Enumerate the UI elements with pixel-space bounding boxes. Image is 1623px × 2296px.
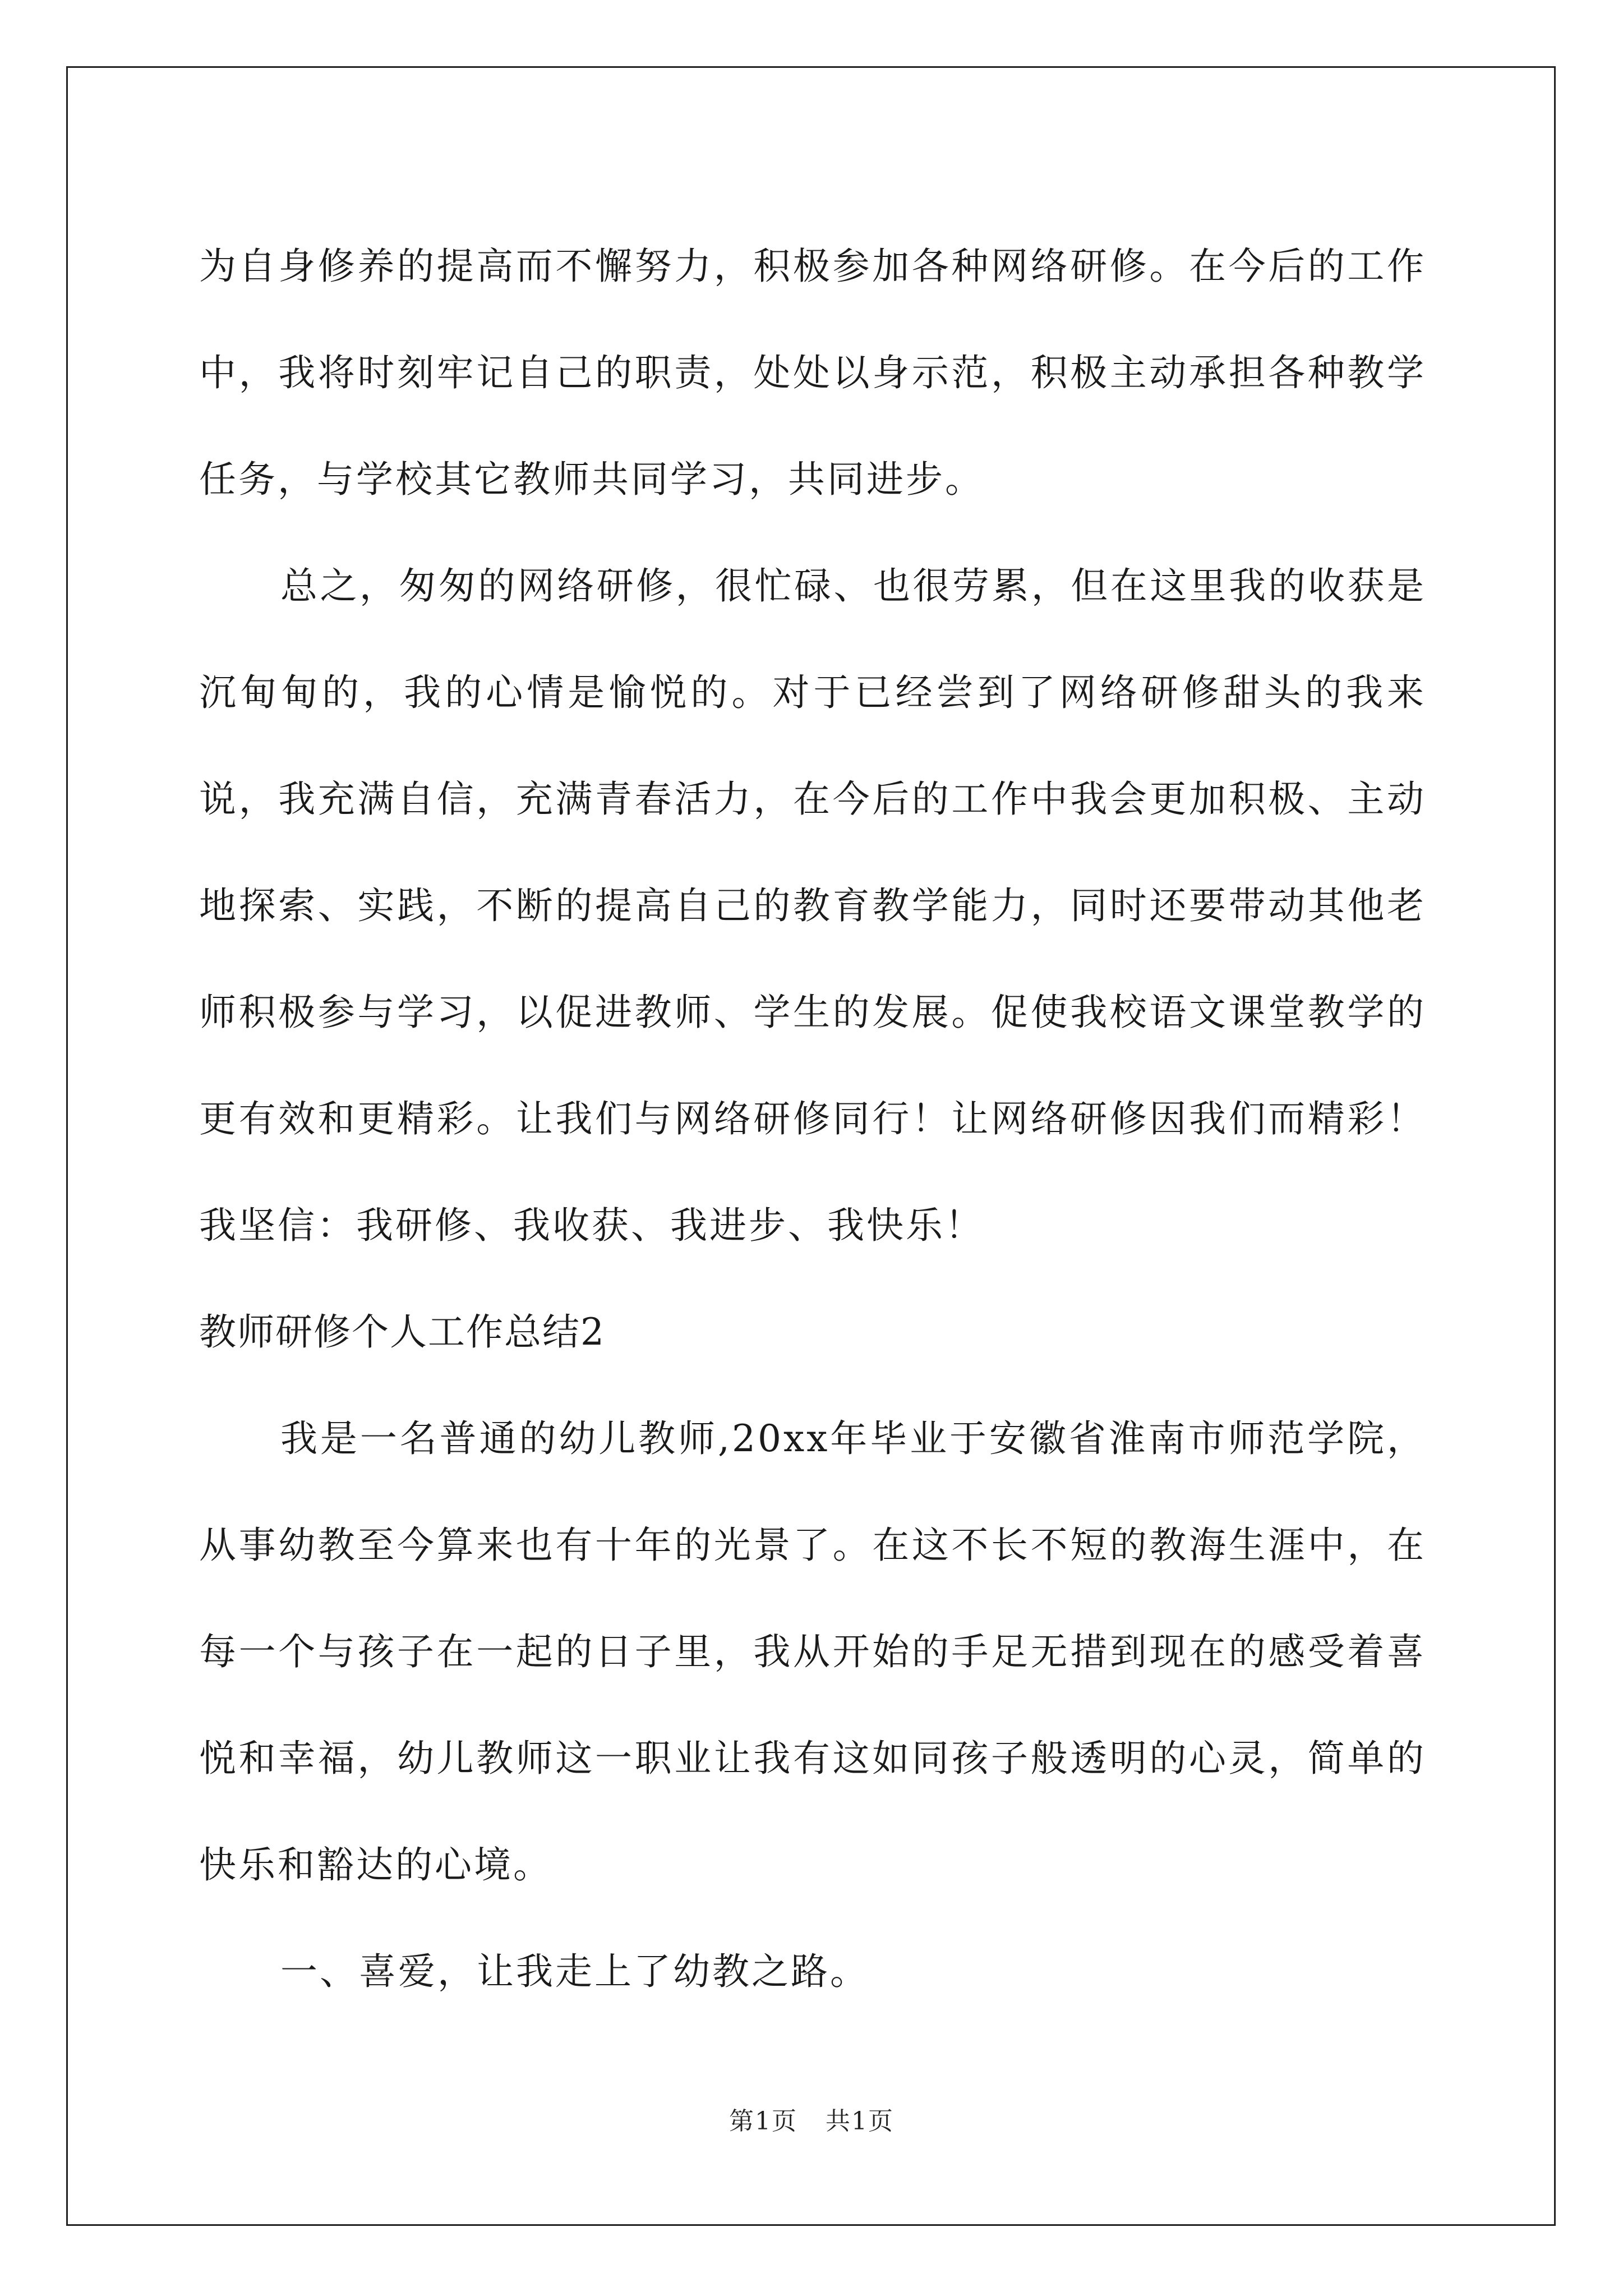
paragraph: 为自身修养的提高而不懈努力，积极参加各种网络研修。在今后的工作中，我将时刻牢记自己的职责，处处以身示范，积极主动承担各种教学任务，与学校其它教师共同学习，共同进步。 [199, 245, 1426, 501]
document-body [199, 213, 1426, 2025]
section-heading: 教师研修个人工作总结2 [199, 1310, 605, 1354]
page-footer [0, 2101, 1623, 2137]
page-total: 共1页 [826, 2107, 894, 2136]
paragraph: 我是一名普通的幼儿教师,20xx年毕业于安徽省淮南市师范学院，从事幼教至今算来也有十年的光景了。在这不长不短的教海生涯中，在每一个与孩子在一起的日子里，我从开始的手足无措到现在的感受着喜悦和幸福，幼儿教师这一职业让我有这如同孩子般透明的心灵，简单的快乐和豁达的心境。 [199, 1417, 1426, 1887]
paragraph: 总之，匆匆的网络研修，很忙碌、也很劳累，但在这里我的收获是沉甸甸的，我的心情是愉悦的。对于已经尝到了网络研修甜头的我来说，我充满自信，充满青春活力，在今后的工作中我会更加积极、主动地探索、实践，不断的提高自己的教育教学能力，同时还要带动其他老师积极参与学习，以促进教师、学生的发展。促使我校语文课堂教学的更有效和更精彩。让我们与网络研修同行！让网络研修因我们而精彩！我坚信：我研修、我收获、我进步、我快乐！ [199, 564, 1426, 1247]
paragraph: 一、喜爱，让我走上了幼教之路。 [280, 1950, 869, 1993]
page-number: 第1页 [729, 2107, 797, 2136]
